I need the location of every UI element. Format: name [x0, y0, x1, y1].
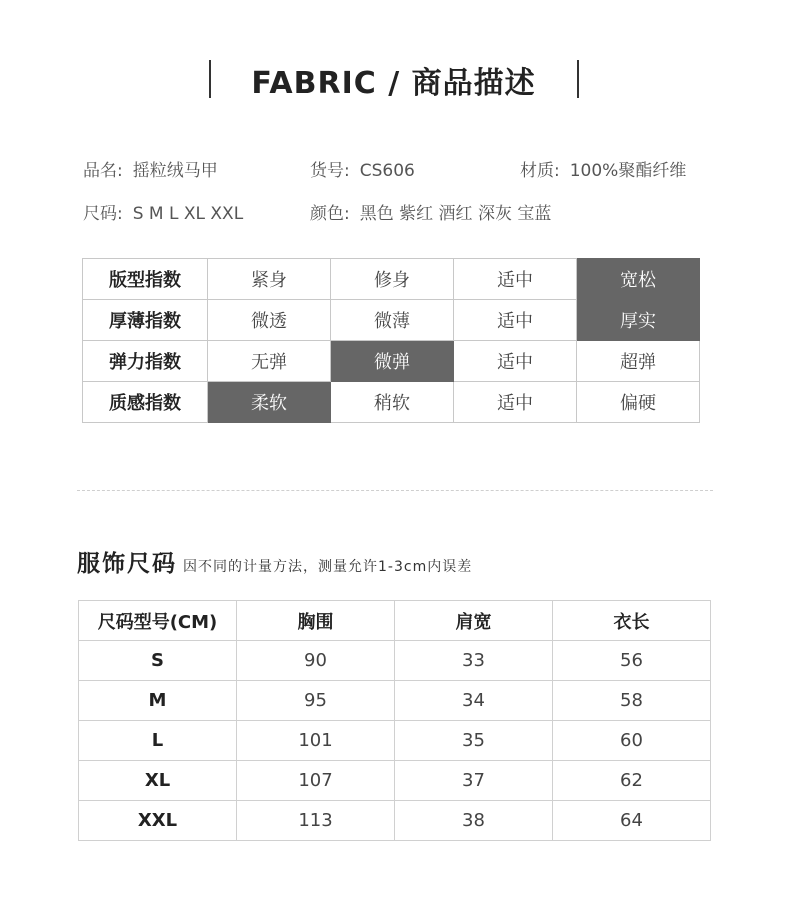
index-option: 适中	[454, 382, 577, 423]
size-cell: 34	[395, 681, 553, 721]
size-section-note: 因不同的计量方法，测量允许1-3cm内误差	[183, 559, 473, 575]
size-col-header: 尺码型号(CM)	[79, 601, 237, 641]
size-cell: S	[79, 641, 237, 681]
page-title: FABRIC / 商品描述	[251, 66, 536, 101]
product-material	[520, 156, 686, 181]
size-cell: 62	[553, 761, 711, 801]
size-cell: 58	[553, 681, 711, 721]
section-divider	[77, 490, 713, 491]
title-right-bar	[577, 60, 579, 98]
product-material-value: 100%聚酯纤维	[569, 161, 687, 181]
size-section-header	[77, 545, 472, 578]
index-option: 柔软	[208, 382, 331, 423]
product-name-label: 品名:	[83, 161, 123, 181]
index-option: 偏硬	[577, 382, 700, 423]
index-option: 稍软	[331, 382, 454, 423]
size-col-header: 胸围	[237, 601, 395, 641]
index-label: 质感指数	[83, 382, 208, 423]
index-option: 紧身	[208, 259, 331, 300]
index-label: 厚薄指数	[83, 300, 208, 341]
size-cell: 101	[237, 721, 395, 761]
index-option: 微透	[208, 300, 331, 341]
index-option: 微弹	[331, 341, 454, 382]
product-name-value: 摇粒绒马甲	[132, 161, 218, 181]
index-row	[83, 382, 700, 423]
product-colors-value: 黑色 紫红 酒红 深灰 宝蓝	[359, 204, 552, 224]
index-option: 超弹	[577, 341, 700, 382]
size-cell: 95	[237, 681, 395, 721]
index-option: 适中	[454, 300, 577, 341]
size-table-row	[79, 761, 711, 801]
product-colors	[310, 199, 551, 224]
product-name	[83, 156, 218, 181]
size-table	[78, 600, 711, 841]
size-cell: M	[79, 681, 237, 721]
index-row	[83, 341, 700, 382]
size-col-header: 肩宽	[395, 601, 553, 641]
size-cell: 64	[553, 801, 711, 841]
index-option: 微薄	[331, 300, 454, 341]
index-option: 适中	[454, 341, 577, 382]
index-option: 厚实	[577, 300, 700, 341]
product-sizes-label: 尺码:	[83, 204, 123, 224]
size-table-row	[79, 641, 711, 681]
product-sizes	[83, 199, 243, 224]
size-cell: XL	[79, 761, 237, 801]
size-cell: L	[79, 721, 237, 761]
size-cell: 35	[395, 721, 553, 761]
size-cell: 37	[395, 761, 553, 801]
size-cell: 113	[237, 801, 395, 841]
product-code	[310, 156, 415, 181]
index-option: 修身	[331, 259, 454, 300]
fabric-index-table	[82, 258, 700, 423]
size-cell: 90	[237, 641, 395, 681]
size-cell: 38	[395, 801, 553, 841]
index-label: 弹力指数	[83, 341, 208, 382]
page-header	[0, 0, 790, 120]
size-section-title: 服饰尺码	[77, 551, 177, 577]
index-row	[83, 300, 700, 341]
size-table-row	[79, 801, 711, 841]
size-col-header: 衣长	[553, 601, 711, 641]
index-row	[83, 259, 700, 300]
size-cell: 60	[553, 721, 711, 761]
index-option: 适中	[454, 259, 577, 300]
index-option: 无弹	[208, 341, 331, 382]
product-material-label: 材质:	[520, 161, 560, 181]
index-option: 宽松	[577, 259, 700, 300]
index-label: 版型指数	[83, 259, 208, 300]
size-cell: 107	[237, 761, 395, 801]
product-colors-label: 颜色:	[310, 204, 350, 224]
size-table-row	[79, 681, 711, 721]
size-cell: 33	[395, 641, 553, 681]
size-cell: 56	[553, 641, 711, 681]
size-cell: XXL	[79, 801, 237, 841]
size-table-header-row	[79, 601, 711, 641]
product-sizes-value: S M L XL XXL	[132, 204, 244, 224]
product-code-value: CS606	[359, 161, 415, 181]
product-code-label: 货号:	[310, 161, 350, 181]
size-table-row	[79, 721, 711, 761]
